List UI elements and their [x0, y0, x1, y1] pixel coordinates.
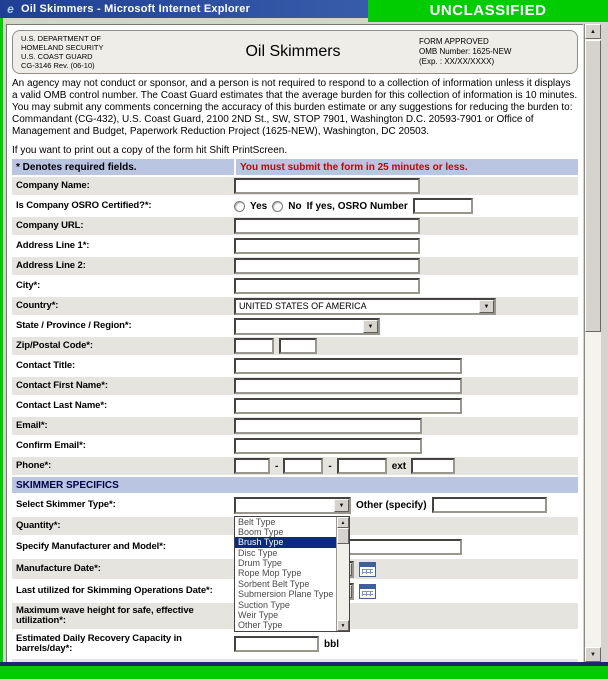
- skimmer-type-dropdown-items: [235, 517, 336, 631]
- dropdown-item[interactable]: Sorbent Belt Type: [238, 578, 310, 589]
- calendar-icon[interactable]: [359, 584, 376, 599]
- vertical-scrollbar[interactable]: [584, 24, 601, 662]
- form-row: [12, 237, 578, 255]
- field-label: Contact Title:: [16, 359, 76, 371]
- city-input[interactable]: [234, 278, 420, 294]
- form-row: [12, 397, 578, 415]
- dropdown-item[interactable]: Suction Type: [238, 599, 290, 610]
- field-label: Is Company OSRO Certified?*:: [16, 199, 152, 211]
- phone-line-input[interactable]: [337, 458, 387, 474]
- window-title: Oil Skimmers - Microsoft Internet Explorer: [21, 3, 251, 15]
- address-line2-input[interactable]: [234, 258, 420, 274]
- dropdown-item[interactable]: Rope Mop Type: [238, 568, 302, 579]
- field-label: Maximum wave height for safe, effective utilization*:: [16, 604, 194, 626]
- form-title: Oil Skimmers: [245, 43, 341, 60]
- form-row: [12, 377, 578, 395]
- field-label: Estimated Daily Recovery Capacity in barrels/day*:: [16, 632, 182, 654]
- scroll-down-button[interactable]: ▼: [585, 647, 601, 662]
- form-row: [12, 297, 578, 315]
- field-label: Address Line 1*:: [16, 239, 90, 251]
- form-row: [12, 197, 578, 215]
- burden-statement: An agency may not conduct or sponsor, and a person is not required to respond to a collection of information unless it displays a valid OMB control number. The Coast Guard estimates that the average burden for this collection of information is 10 minutes. You may submit any comments concerning the accuracy of this burden estimate or any suggestions for reducing the burden to: Commandant (CG-432), U.S. Coast Guard, 2100 2ND St., SW, STOP 7901, Washington D.C. 20593-7901 or Office of Management and Budget, Paperwork Reduction Project (1625-NEW), Washington, DC 20503.: [12, 78, 578, 137]
- approval-line: (Exp. : XX/XX/XXXX): [419, 57, 495, 66]
- phone-ext-label: ext: [391, 460, 407, 472]
- form-row: [12, 457, 578, 475]
- calendar-icon[interactable]: [359, 562, 376, 577]
- field-label: Contact First Name*:: [16, 379, 108, 391]
- form-row: [12, 317, 578, 335]
- dropdown-item[interactable]: Weir Type: [238, 610, 279, 621]
- agency-block: [13, 34, 173, 70]
- dropdown-item[interactable]: Belt Type: [238, 516, 276, 527]
- osro-number-input[interactable]: [413, 198, 473, 214]
- form-page: [6, 24, 583, 662]
- osro-yes-radio[interactable]: [234, 201, 245, 212]
- scroll-down-icon[interactable]: ▼: [337, 620, 349, 631]
- dropdown-scrollbar[interactable]: [336, 517, 349, 631]
- required-fields-header: [12, 159, 578, 175]
- state-select[interactable]: [234, 318, 380, 335]
- field-label: Phone*:: [16, 459, 52, 471]
- form-row: [12, 277, 578, 295]
- radio-label: No: [288, 200, 302, 212]
- field-label: Company Name:: [16, 179, 90, 191]
- daily-recovery-input[interactable]: [234, 636, 319, 652]
- classification-banner: UNCLASSIFIED: [368, 0, 608, 22]
- print-note: If you want to print out a copy of the form hit Shift PrintScreen.: [12, 145, 288, 156]
- form-row: [12, 631, 578, 657]
- contact-title-input[interactable]: [234, 358, 462, 374]
- country-select[interactable]: [234, 298, 496, 315]
- skimmer-type-dropdown: [234, 516, 350, 632]
- phone-dash: -: [328, 460, 332, 472]
- company-url-input[interactable]: [234, 218, 420, 234]
- field-label: Address Line 2:: [16, 259, 86, 271]
- approval-line: FORM APPROVED: [419, 37, 489, 46]
- dropdown-item[interactable]: Disc Type: [238, 547, 278, 558]
- scroll-thumb[interactable]: [585, 40, 601, 332]
- section-title: SKIMMER SPECIFICS: [12, 477, 578, 493]
- form-row: [12, 217, 578, 235]
- bbl-unit-label: bbl: [324, 638, 339, 650]
- field-label: Confirm Email*:: [16, 439, 86, 451]
- agency-line: U.S. DEPARTMENT OF: [21, 34, 102, 43]
- chevron-down-icon: ▼: [363, 320, 378, 333]
- field-label: Select Skimmer Type*:: [16, 498, 116, 510]
- scroll-up-button[interactable]: ▲: [585, 24, 601, 39]
- form-row: [12, 337, 578, 355]
- field-label: City*:: [16, 279, 41, 291]
- dropdown-item[interactable]: Brush Type: [235, 537, 336, 547]
- other-specify-label: Other (specify): [356, 499, 427, 511]
- form-row: [12, 417, 578, 435]
- agency-line: U.S. COAST GUARD: [21, 52, 93, 61]
- radio-label: Yes: [250, 200, 268, 212]
- field-label: Quantity*:: [16, 519, 61, 531]
- field-label: Last utilized for Skimming Operations Date*:: [16, 584, 213, 596]
- company-name-input[interactable]: [234, 178, 420, 194]
- field-label: State / Province / Region*:: [16, 319, 132, 331]
- email-input[interactable]: [234, 418, 422, 434]
- field-label: Zip/Postal Code*:: [16, 339, 93, 351]
- contact-first-name-input[interactable]: [234, 378, 462, 394]
- zip-plus4-input[interactable]: [279, 338, 317, 354]
- skimmer-specifics-header: [12, 477, 578, 493]
- phone-dash: -: [275, 460, 279, 472]
- agency-line: HOMELAND SECURITY: [21, 43, 104, 52]
- approval-block: [419, 37, 577, 67]
- form-row: [12, 177, 578, 195]
- phone-prefix-input[interactable]: [283, 458, 323, 474]
- field-label: Specify Manufacturer and Model*:: [16, 540, 166, 552]
- osro-number-label: If yes, OSRO Number: [306, 200, 408, 212]
- dropdown-scroll-thumb[interactable]: [337, 528, 349, 544]
- approval-line: OMB Number: 1625-NEW: [419, 47, 512, 56]
- required-fields-note: * Denotes required fields.: [12, 159, 234, 175]
- phone-area-input[interactable]: [234, 458, 270, 474]
- scroll-up-icon[interactable]: ▲: [337, 517, 349, 528]
- address-line1-input[interactable]: [234, 238, 420, 254]
- form-row: [12, 437, 578, 455]
- chevron-down-icon: ▼: [334, 499, 349, 512]
- phone-ext-input[interactable]: [411, 458, 455, 474]
- field-label: Company URL:: [16, 219, 84, 231]
- form-table: [12, 159, 578, 677]
- skimmer-type-select[interactable]: [234, 497, 351, 514]
- dropdown-item[interactable]: Submersion Plane Type: [238, 589, 334, 600]
- chevron-down-icon: ▼: [479, 300, 494, 313]
- form-row: [12, 357, 578, 375]
- classification-border-left: [0, 18, 3, 666]
- internet-explorer-icon: e: [7, 1, 14, 16]
- field-label: Contact Last Name*:: [16, 399, 108, 411]
- time-limit-warning: You must submit the form in 25 minutes or less.: [236, 159, 578, 175]
- contact-last-name-input[interactable]: [234, 398, 462, 414]
- field-label: Email*:: [16, 419, 48, 431]
- form-header-box: [12, 30, 578, 74]
- confirm-email-input[interactable]: [234, 438, 422, 454]
- zip-code-input[interactable]: [234, 338, 274, 354]
- other-skimmer-input[interactable]: [432, 497, 547, 513]
- osro-no-radio[interactable]: [272, 201, 283, 212]
- form-row: [12, 257, 578, 275]
- dropdown-item[interactable]: Drum Type: [238, 558, 282, 569]
- classification-border-bottom: [0, 666, 608, 679]
- field-label: Manufacture Date*:: [16, 562, 101, 574]
- dropdown-item[interactable]: Other Type: [238, 620, 283, 631]
- field-label: Country*:: [16, 299, 59, 311]
- agency-line: CG-3146 Rev. (06-10): [21, 61, 95, 70]
- country-select-value: UNITED STATES OF AMERICA: [239, 301, 367, 311]
- dropdown-item[interactable]: Boom Type: [238, 526, 284, 537]
